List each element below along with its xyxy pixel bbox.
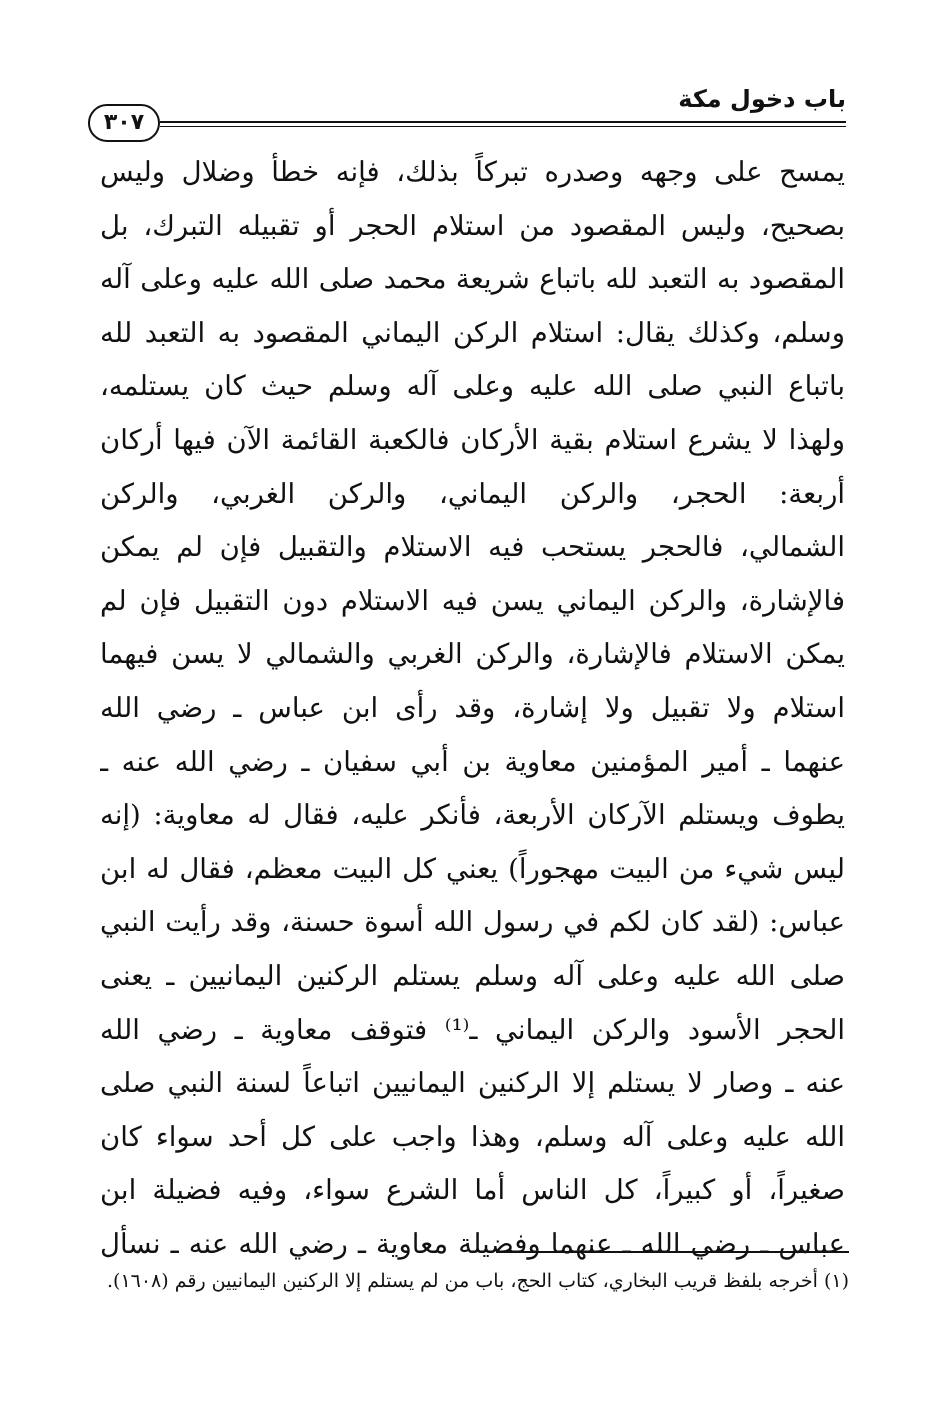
page-number: ٣٠٧ bbox=[88, 104, 160, 142]
text-line: عباس ـ رضي الله ـ عنهما وفضيلة معاوية ـ رضي الله عنه ـ نسأل bbox=[100, 1227, 845, 1260]
text-line: استلام ولا تقبيل ولا إشارة، وقد رأى ابن عباس ـ رضي الله bbox=[100, 691, 845, 724]
text-line: عنهما ـ أمير المؤمنين معاوية بن أبي سفيان ـ رضي الله عنه ـ bbox=[100, 745, 845, 778]
text-line: ولهذا لا يشرع استلام بقية الأركان فالكعبة القائمة الآن فيها أركان bbox=[100, 423, 845, 456]
text-line: باتباع النبي صلى الله عليه وعلى آله وسلم حيث كان يستلمه، bbox=[100, 370, 845, 403]
header-rule bbox=[160, 121, 846, 127]
text-line: وسلم، وكذلك يقال: استلام الركن اليماني المقصود به التعبد لله bbox=[100, 316, 845, 349]
text-line: صلى الله عليه وعلى آله وسلم يستلم الركنين اليمانيين ـ يعنى bbox=[100, 959, 845, 992]
text-line: صغيراً، أو كبيراً، كل الناس أما الشرع سواء، وفيه فضيلة ابن bbox=[100, 1174, 845, 1207]
text-line: بصحيح، وليس المقصود من استلام الحجر أو تقبيله التبرك، بل bbox=[100, 209, 845, 242]
footnote-separator bbox=[496, 1251, 849, 1253]
text-line: يمسح على وجهه وصدره تبركاً بذلك، فإنه خطأ وضلال وليس bbox=[100, 156, 845, 188]
chapter-title: باب دخول مكة bbox=[678, 85, 846, 113]
text-line: الشمالي، فالحجر يستحب فيه الاستلام والتقبيل فإن لم يمكن bbox=[100, 531, 845, 564]
text-line: عنه ـ وصار لا يستلم إلا الركنين اليمانيين اتباعاً لسنة النبي صلى bbox=[100, 1067, 845, 1100]
text-line: عباس: (لقد كان لكم في رسول الله أسوة حسنة، وقد رأيت النبي bbox=[100, 906, 845, 939]
text-line: ليس شيء من البيت مهجوراً) يعني كل البيت معظم، فقال له ابن bbox=[100, 852, 845, 885]
footnote: (١) أخرجه بلفظ قريب البخاري، كتاب الحج، باب من لم يستلم إلا الركنين اليمانيين رقم (١٦٠٨). bbox=[106, 1270, 849, 1292]
text-line: المقصود به التعبد لله باتباع شريعة محمد صلى الله عليه وعلى آله bbox=[100, 263, 845, 296]
body-text bbox=[100, 146, 845, 1271]
text-line: أربعة: الحجر، والركن اليماني، والركن الغربي، والركن bbox=[100, 477, 845, 510]
text-line: الله عليه وعلى آله وسلم، وهذا واجب على كل أحد سواء كان bbox=[100, 1120, 845, 1153]
text-line: الحجر الأسود والركن اليماني ـ⁽¹⁾ فتوقف معاوية ـ رضي الله bbox=[100, 1013, 845, 1046]
text-line: يطوف ويستلم الآركان الأربعة، فأنكر عليه، فقال له معاوية: (إنه bbox=[100, 799, 845, 832]
text-line: فالإشارة، والركن اليماني يسن فيه الاستلام دون التقبيل فإن لم bbox=[100, 584, 845, 617]
text-line: يمكن الاستلام فالإشارة، والركن الغربي والشمالي لا يسن فيهما bbox=[100, 638, 845, 671]
